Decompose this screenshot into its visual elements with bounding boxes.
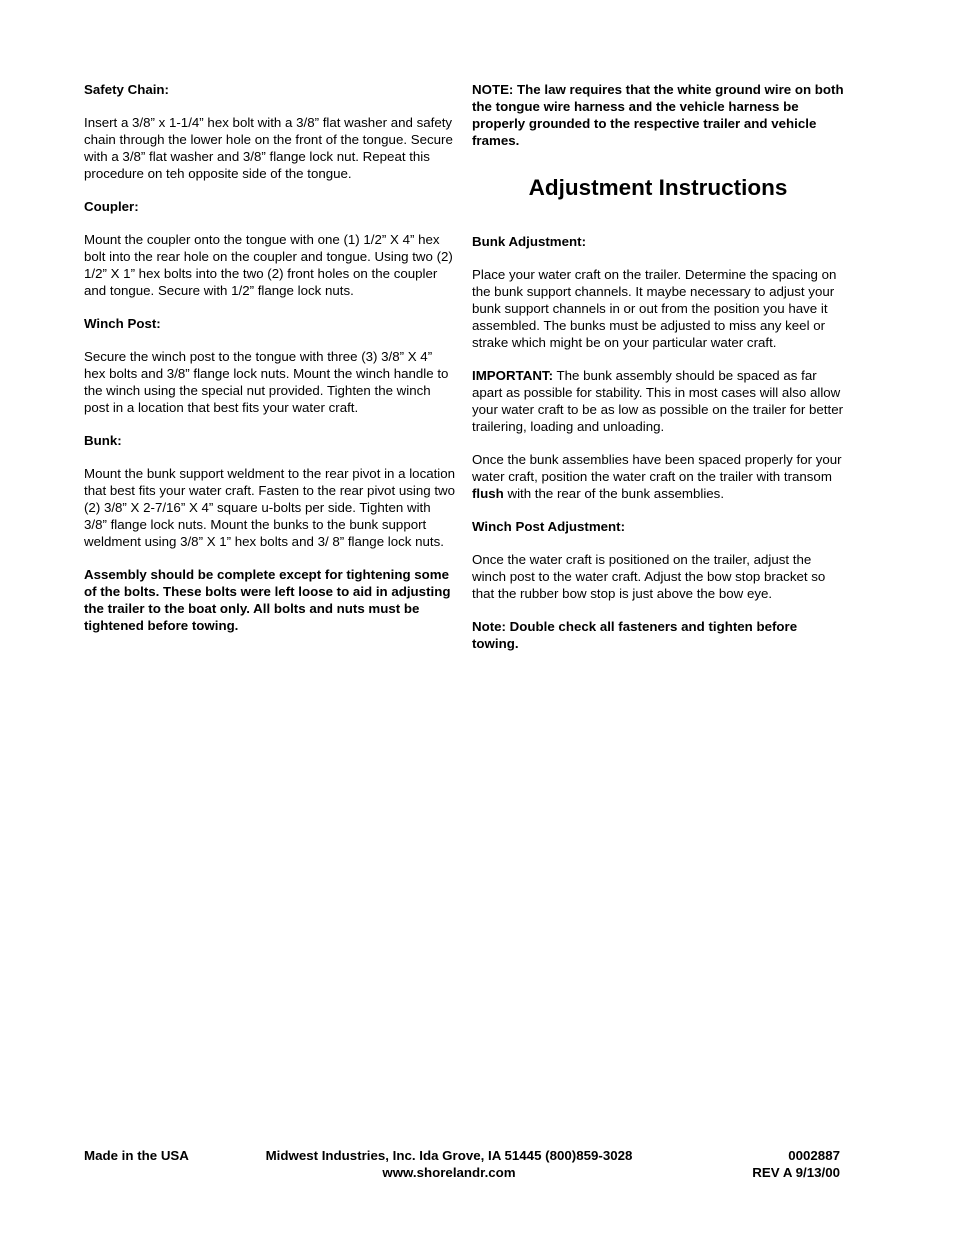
spacing-paragraph [472, 451, 844, 502]
company-address: Midwest Industries, Inc. Ida Grove, IA 51445 (800)859-3028 [265, 1148, 633, 1163]
part-number: 0002887 [788, 1148, 840, 1163]
safety-chain-text: Insert a 3/8” x 1-1/4” hex bolt with a 3/8” flat washer and safety chain through the lower hole on the front of the tongue. Secure with a 3/8” flat washer and 3/8” flange lock nut. Repeat this procedure on teh opposite side of the tongue. [84, 115, 453, 181]
safety-chain-heading: Safety Chain: [84, 82, 169, 97]
adjustment-instructions-title: Adjustment Instructions [528, 175, 788, 200]
document-id [752, 1147, 840, 1181]
winch-post-heading: Winch Post: [84, 316, 161, 331]
page-footer [84, 1147, 840, 1187]
winch-post-adjustment-heading: Winch Post Adjustment: [472, 519, 626, 534]
company-website: www.shorelandr.com [382, 1165, 516, 1180]
bunk-text: Mount the bunk support weldment to the rear pivot in a location that best fits your water craft. Fasten to the rear pivot using two (2) 3/8” X 2-7/16” X 4” square u-bolts per side. Tighten with 3/8” flange lock nuts. Mount the bunks to the bunk support weldment using 3/8” X 1” hex bolts and 3/ 8” flange lock nuts. [84, 466, 456, 549]
bunk-adjustment-heading: Bunk Adjustment: [472, 234, 587, 249]
ground-wire-note: NOTE: The law requires that the white ground wire on both the tongue wire harness and the vehicle harness be properly grounded to the respective trailer and vehicle frames. [472, 82, 844, 148]
assembly-note: Assembly should be complete except for tightening some of the bolts. These bolts were left loose to aid in adjusting the trailer to the boat only. All bolts and nuts must be tightened before towing. [84, 567, 451, 633]
winch-post-adjustment-text: Once the water craft is positioned on the trailer, adjust the winch post to the water craft. Adjust the bow stop bracket so that the rubber bow stop is just above the bow eye. [472, 552, 826, 601]
right-column [472, 81, 844, 668]
important-paragraph [472, 367, 844, 435]
bunk-adjustment-text: Place your water craft on the trailer. Determine the spacing on the bunk support channels. It maybe necessary to adjust your bunk support channels in or out from the position you have it assembled. The bunks must be adjusted to miss any keel or strake which might be on your particular water craft. [472, 267, 837, 350]
spacing-text-end: with the rear of the bunk assemblies. [503, 486, 725, 501]
coupler-text: Mount the coupler onto the tongue with one (1) 1/2” X 4” hex bolt into the rear hole on the coupler and tongue. Using two (2) 1/2” X 1” hex bolts into the two (2) front holes on the coupler and tongue. Secure with 1/2” flange lock nuts. [84, 232, 453, 298]
spacing-text-start: Once the bunk assemblies have been spaced properly for your water craft, position the water craft on the trailer with transom [472, 452, 842, 484]
bunk-heading: Bunk: [84, 433, 122, 448]
final-check-note: Note: Double check all fasteners and tighten before towing. [472, 619, 798, 651]
winch-post-text: Secure the winch post to the tongue with three (3) 3/8” X 4” hex bolts and 3/8” flange lock nuts. Mount the winch handle to the winch using the special nut provided. Tighten the winch post in a location that best fits your water craft. [84, 349, 449, 415]
important-text: The bunk assembly should be spaced as far apart as possible for stability. This in most cases will also allow your water craft to be as low as possible on the trailer for better trailering, loading and unloading. [472, 368, 844, 434]
important-label: IMPORTANT: [472, 368, 554, 383]
flush-emphasis: flush [472, 486, 504, 501]
coupler-heading: Coupler: [84, 199, 139, 214]
revision: REV A 9/13/00 [752, 1165, 840, 1180]
company-info [252, 1147, 646, 1181]
left-column [84, 81, 456, 650]
made-in-usa: Made in the USA [84, 1148, 189, 1163]
